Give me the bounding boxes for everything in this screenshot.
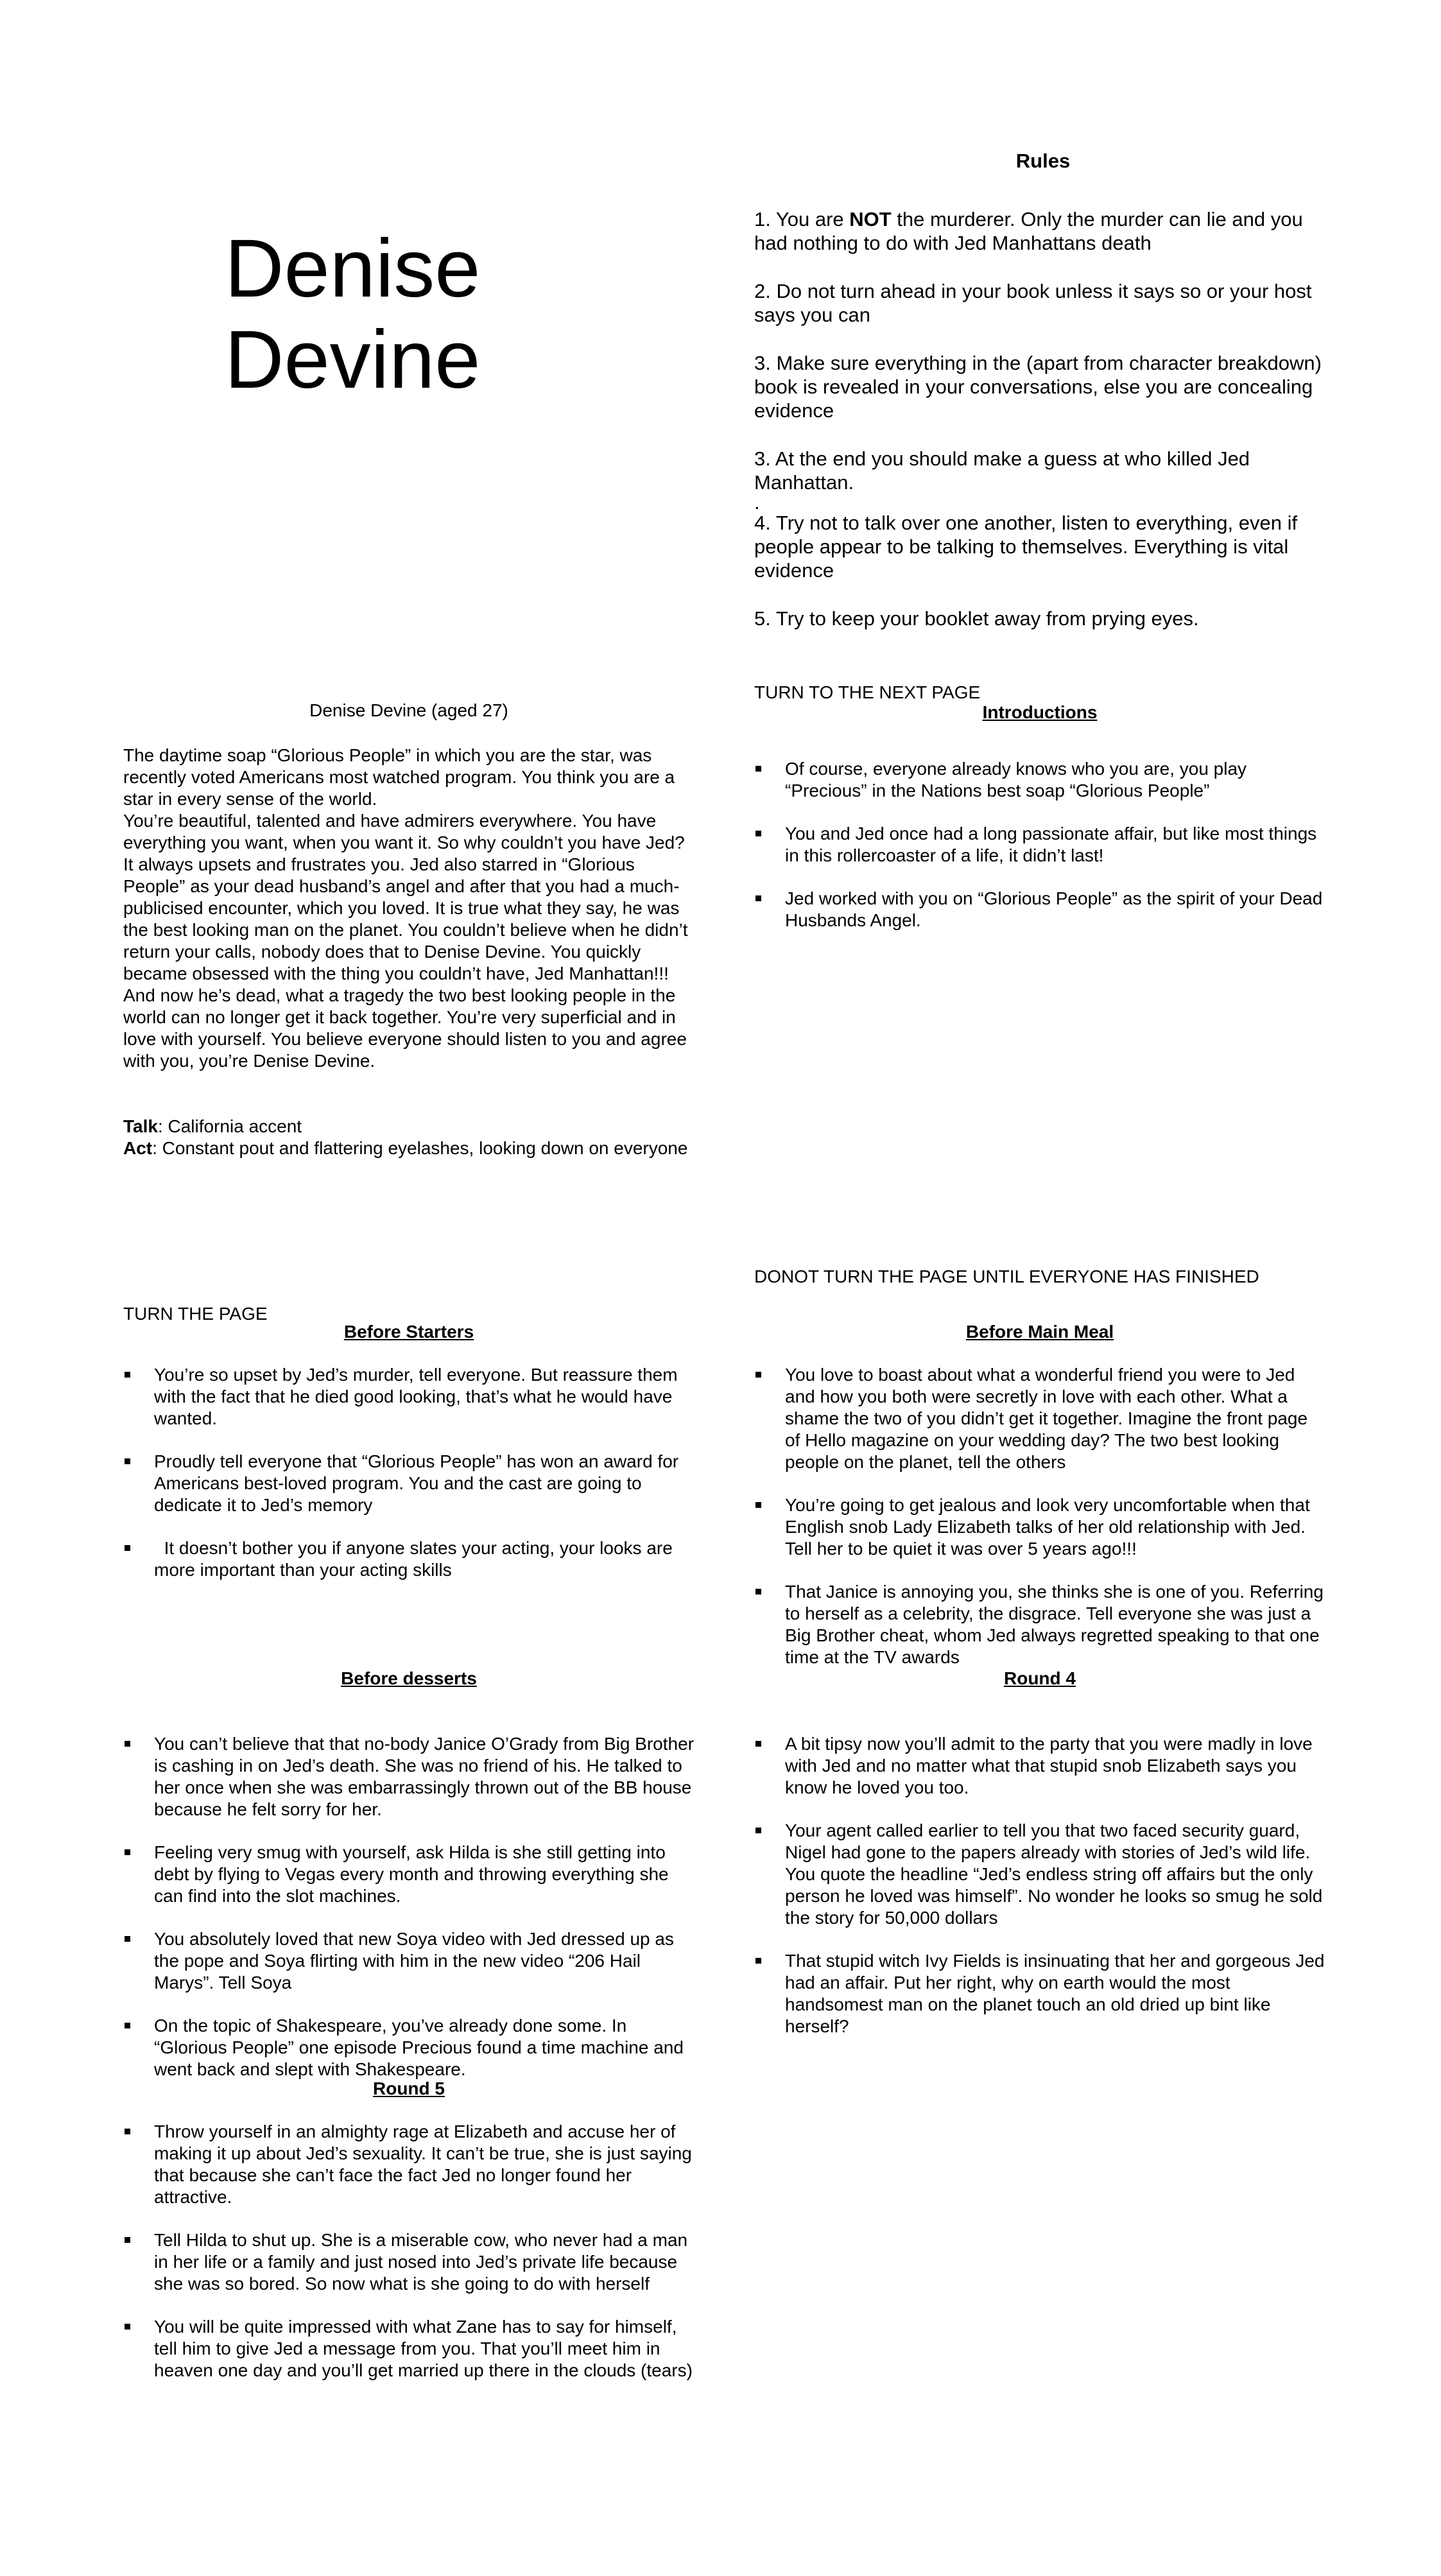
act-label: Act [123,1138,153,1158]
list-item-text: You’re so upset by Jed’s murder, tell everyone. But reassure them with the fact that he died good looking, that’s what he would have wanted. [154,1365,678,1428]
before-starters-section [123,1321,695,1581]
bullet-icon [125,2129,130,2134]
character-first-name: Denise [225,223,481,315]
list-item [123,2229,695,2295]
round-5-list [123,2121,695,2382]
act-line [123,1137,695,1159]
round-4-section [754,1668,1325,2037]
rule-4: 4. Try not to talk over one another, listen to everything, even if people appear to be talking to themselves. Everything is vital evidence [754,512,1298,582]
bullet-icon [755,895,761,901]
list-item-text: You and Jed once had a long passionate affair, but like most things in this rollercoaster of a life, it didn’t last! [785,824,1317,865]
list-item [754,1820,1325,1929]
introductions-section [754,702,1325,931]
list-item [123,1364,695,1430]
before-starters-list [123,1364,695,1581]
before-desserts-title: Before desserts [341,1668,477,1688]
rule-1 [754,207,1332,255]
list-item-text: You can’t believe that that no-body Janice O’Grady from Big Brother is cashing in on Jed’s death. She was no friend of his. He talked to her once when she was embarrassingly thrown out of the BB house because he felt sorry for her. [154,1734,694,1819]
list-item-text: That stupid witch Ivy Fields is insinuating that her and gorgeous Jed had an affair. Put her right, why on earth would the most handsomest man on the planet touch an old dried up bint like herself? [785,1951,1325,2036]
act-text: : Constant pout and flattering eyelashes, looking down on everyone [152,1138,688,1158]
rule-2: 2. Do not turn ahead in your book unless it says so or your host says you can [754,280,1312,326]
list-item [123,1733,695,1820]
round-4-list [754,1733,1325,2037]
list-item-text: A bit tipsy now you’ll admit to the party that you were madly in love with Jed and no matter what that stupid snob Elizabeth says you know he loved you too. [785,1734,1313,1797]
before-desserts-list [123,1733,695,2080]
round-5-section [123,2078,695,2382]
list-item-text: You’re going to get jealous and look very uncomfortable when that English snob Lady Elizabeth talks of her old relationship with Jed. Tell her to be quiet it was over 5 years ago!!! [785,1495,1310,1559]
list-item [754,758,1325,802]
list-item [754,823,1325,867]
bullet-icon [755,1502,761,1508]
rules-title: Rules [1015,150,1071,172]
bullet-icon [755,1372,761,1378]
list-item-text: It doesn’t bother you if anyone slates your acting, your looks are more important than your acting skills [154,1538,678,1580]
list-item-text: Throw yourself in an almighty rage at Elizabeth and accuse her of making it up about Jed’s sexuality. It can’t be true, she is just saying that because she can’t face the fact Jed no longer found her attractive. [154,2122,692,2207]
list-item-text: You absolutely loved that new Soya video with Jed dressed up as the pope and Soya flirting with him in the new video “206 Hail Marys”. Tell Soya [154,1929,674,1993]
round-4-title: Round 4 [1004,1668,1076,1688]
list-item [754,1494,1325,1560]
list-item [754,1950,1325,2037]
character-breakdown-title: Denise Devine (aged 27) [309,700,508,720]
list-item [123,1928,695,1994]
introductions-list [754,758,1325,931]
round-5-title: Round 5 [373,2079,445,2098]
list-item-text: Tell Hilda to shut up. She is a miserable cow, who never had a man in her life or a family and just nosed into Jed’s private life because she was so bored. So now what is she going to do with herself [154,2230,688,2294]
list-item-text: Jed worked with you on “Glorious People” as the spirit of your Dead Husbands Angel. [785,888,1323,930]
list-item-text: Feeling very smug with yourself, ask Hilda is she still getting into debt by flying to Vegas every month and throwing everything she can find into the slot machines. [154,1842,669,1906]
talk-label: Talk [123,1116,158,1136]
before-main-meal-list [754,1364,1325,1668]
list-item [754,1364,1325,1473]
rules-section [754,149,1332,630]
character-bio: The daytime soap “Glorious People” in which you are the star, was recently voted Americans most watched program. You think you are a star in every sense of the world. You’re beautiful, talented and have admirers everywhere. You have everything you want, when you want it. So why couldn’t you have Jed? It always upsets and frustrates you. Jed also starred in “Glorious People” as your dead husband’s angel and after that you had a much-publicised encounter, which you loved. It is true what they say, he was the best looking man on the planet. You couldn’t believe when he didn’t return your calls, nobody does that to Denise Devine. You quickly became obsessed with the thing you couldn’t have, Jed Manhattan!!! And now he’s dead, what a tragedy the two best looking people in the world can no longer get it back together. You’re very superficial and in love with yourself. You believe everyone should listen to you and agree with you, you’re Denise Devine. [123,745,688,1071]
bullet-icon [125,1458,130,1464]
bullet-icon [125,2023,130,2028]
bullet-icon [125,1545,130,1551]
list-item [754,1733,1325,1799]
list-item [123,2015,695,2080]
bullet-icon [755,1589,761,1595]
rules-footer: TURN TO THE NEXT PAGE [754,682,981,702]
before-main-meal-section [754,1321,1325,1668]
list-item-text: Proudly tell everyone that “Glorious People” has won an award for Americans best-loved program. You and the cast are going to dedicate it to Jed’s memory [154,1451,679,1515]
list-item-text: On the topic of Shakespeare, you’ve already done some. In “Glorious People” one episode Precious found a time machine and went back and slept with Shakespeare. [154,2016,684,2079]
list-item [123,2316,695,2382]
character-last-name: Devine [225,314,481,406]
character-footer: TURN THE PAGE [123,1304,268,1324]
list-item [754,888,1325,931]
bullet-icon [755,1828,761,1833]
bullet-icon [125,2237,130,2243]
list-item-text: Of course, everyone already knows who you are, you play “Precious” in the Nations best soap “Glorious People” [785,759,1247,800]
rule-3b: 3. At the end you should make a guess at who killed Jed Manhattan. [754,447,1250,494]
before-desserts-section [123,1668,695,2080]
list-item [123,2121,695,2208]
bullet-icon [125,1741,130,1747]
list-item-text: You love to boast about what a wonderful friend you were to Jed and how you both were secretly in love with each other. What a shame the two of you didn’t get it together. Imagine the front page of Hello magazine on your wedding day? The two best looking people on the planet, tell the others [785,1365,1308,1472]
list-item [754,1581,1325,1668]
bullet-icon [755,1958,761,1964]
rule-1-emphasis: NOT [849,208,892,230]
rule-1-prefix: 1. You are [754,208,850,230]
bullet-icon [125,1849,130,1855]
list-item-text: Your agent called earlier to tell you that two faced security guard, Nigel had gone to the papers already with stories of Jed’s wild life. You quote the headline “Jed’s endless string off affairs but the only person he loved was himself”. No wonder he looks so smug he sold the story for 50,000 dollars [785,1820,1323,1928]
rule-3: 3. Make sure everything in the (apart from character breakdown) book is revealed in your conversations, else you are concealing evidence [754,352,1322,422]
bullet-icon [125,1936,130,1942]
introductions-title: Introductions [982,702,1098,722]
rule-dot: . [754,491,760,514]
character-name-title [225,223,533,406]
list-item [123,1537,695,1581]
list-item [123,1451,695,1516]
list-item-text: You will be quite impressed with what Zane has to say for himself, tell him to give Jed a message from you. That you’ll meet him in heaven one day and you’ll get married up there in the clouds (tears) [154,2317,693,2380]
bullet-icon [755,831,761,836]
before-main-meal-title: Before Main Meal [965,1322,1114,1342]
talk-line [123,1116,695,1137]
bullet-icon [755,766,761,772]
before-starters-title: Before Starters [343,1322,474,1342]
character-breakdown [123,700,695,1159]
list-item [123,1842,695,1907]
rule-5: 5. Try to keep your booklet away from prying eyes. [754,607,1199,630]
bullet-icon [755,1741,761,1747]
introductions-footer: DONOT TURN THE PAGE UNTIL EVERYONE HAS FINISHED [754,1266,1259,1286]
talk-text: : California accent [157,1116,302,1136]
bullet-icon [125,1372,130,1378]
list-item-text: That Janice is annoying you, she thinks she is one of you. Referring to herself as a celebrity, the disgrace. Tell everyone she was just a Big Brother cheat, whom Jed always regretted speaking to that one time at the TV awards [785,1582,1324,1667]
rule-1-text: the murderer. Only the murder can lie and you had nothing to do with Jed Manhattans death [754,208,1303,254]
bullet-icon [125,2324,130,2330]
